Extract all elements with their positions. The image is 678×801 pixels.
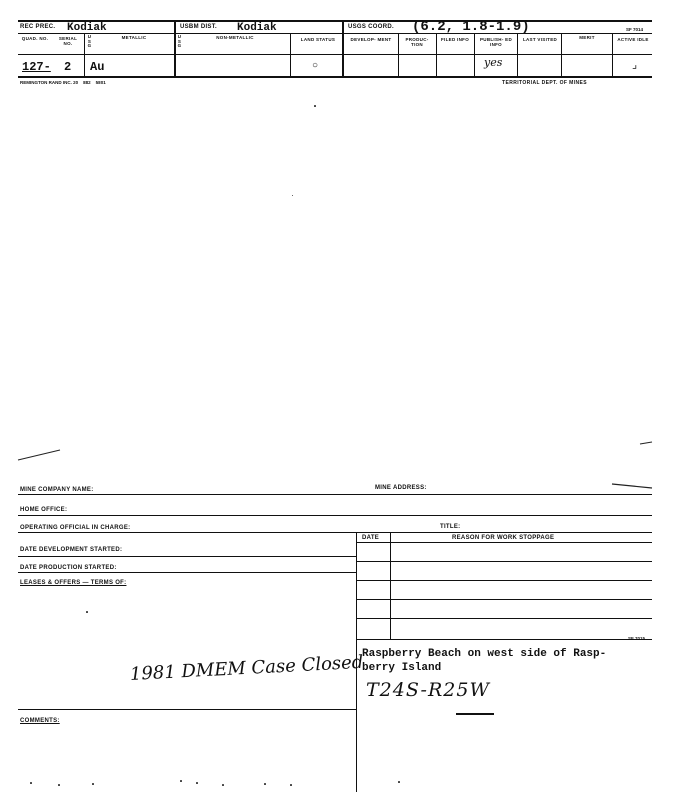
scan-speck xyxy=(58,784,60,786)
scan-speck xyxy=(398,781,400,783)
date-production-label: DATE PRODUCTION STARTED: xyxy=(20,565,117,571)
production-header: PRODUC- TION xyxy=(405,37,429,47)
scan-speck xyxy=(290,784,292,786)
usbm-dist-label: USBM DIST. xyxy=(180,24,218,30)
title-label: TITLE: xyxy=(440,524,461,530)
scan-speck xyxy=(292,195,293,196)
date-development-label: DATE DEVELOPMENT STARTED: xyxy=(20,547,123,553)
township-range: T24S-R25W xyxy=(366,679,490,701)
table-row-rule xyxy=(356,599,652,600)
rec-prec-value: Kodiak xyxy=(67,22,107,34)
quad-no-value: 127- xyxy=(22,60,51,74)
serial-no-header: SERIAL NO. xyxy=(58,36,78,46)
leases-label: LEASES & OFFERS — TERMS OF: xyxy=(20,580,127,586)
table-row-rule xyxy=(356,561,652,562)
mine-company-name-label: MINE COMPANY NAME: xyxy=(20,487,94,493)
divider-filed xyxy=(474,33,475,77)
published-info-header: PUBLISH- ED INFO xyxy=(479,37,513,47)
usgs-coord-label: USGS COORD. xyxy=(348,24,394,30)
scan-speck xyxy=(196,782,198,784)
card-edge xyxy=(0,440,678,490)
land-status-value: ○ xyxy=(312,60,319,71)
scan-speck xyxy=(180,780,182,782)
divider-merit xyxy=(612,33,613,77)
active-idle-header: ACTIVE IDLE xyxy=(617,37,649,42)
scan-speck xyxy=(314,105,316,107)
scan-speck xyxy=(30,782,32,784)
quad-no-header: QUAD. NO. xyxy=(21,36,49,41)
divider-serial xyxy=(84,33,85,77)
active-idle-value: ⌟ xyxy=(632,59,638,71)
land-status-header: LAND STATUS xyxy=(300,37,336,42)
usbm-dist-value: Kodiak xyxy=(237,22,277,34)
date-divider xyxy=(390,532,391,640)
form-number-bottom: SF 7015 xyxy=(628,636,646,641)
rule-dev xyxy=(18,556,356,557)
divider-metallic xyxy=(174,20,176,77)
published-info-value: yes xyxy=(484,56,503,69)
divider-last xyxy=(561,33,562,77)
development-header: DEVELOP- MENT xyxy=(350,37,392,42)
divider-dev xyxy=(398,33,399,77)
publisher-line: REMINGTON RAND INC. 20 882 5801 xyxy=(20,80,106,85)
form-number: SF 7014 xyxy=(626,27,644,32)
divider-pub xyxy=(517,33,518,77)
mine-address-label: MINE ADDRESS: xyxy=(375,485,427,491)
case-closed-note: 1981 DMEM Case Closed xyxy=(129,651,364,685)
territorial-dept: TERRITORIAL DEPT. OF MINES xyxy=(502,80,587,86)
us-right-header: U S G xyxy=(177,34,182,48)
usgs-coord-value: (6.2, 1.8-1.9) xyxy=(412,19,530,35)
serial-no-value: 2 xyxy=(64,60,72,74)
scan-speck xyxy=(86,611,88,613)
rule-company xyxy=(18,494,652,495)
us-left-header: U S G xyxy=(87,34,92,48)
reason-header: REASON FOR WORK STOPPAGE xyxy=(452,535,555,541)
scan-speck xyxy=(264,783,266,785)
last-visited-header: LAST VISITED xyxy=(522,37,558,42)
rec-prec-label: REC PREC. xyxy=(20,24,56,30)
divider-nonmetallic xyxy=(290,33,291,77)
table-row-rule xyxy=(356,618,652,619)
rule-comments xyxy=(18,709,356,710)
scan-speck xyxy=(92,783,94,785)
bottom-rule xyxy=(18,76,652,78)
value-rule xyxy=(18,54,652,55)
operating-official-label: OPERATING OFFICIAL IN CHARGE: xyxy=(20,525,131,531)
divider-prod xyxy=(436,33,437,77)
comments-label: COMMENTS: xyxy=(20,718,60,724)
metallic-header: METALLIC xyxy=(121,35,147,40)
merit-header: MERIT xyxy=(579,35,595,40)
table-header-rule xyxy=(356,542,652,543)
rule-home xyxy=(18,515,652,516)
date-header: DATE xyxy=(362,535,380,541)
non-metallic-header: NON-METALLIC xyxy=(216,35,254,40)
filed-info-header: FILED INFO xyxy=(441,37,469,42)
home-office-label: HOME OFFICE: xyxy=(20,507,68,513)
table-bottom-rule xyxy=(356,639,652,640)
rule-prod xyxy=(18,572,356,573)
rule-official xyxy=(18,532,652,533)
top-rule xyxy=(18,20,652,22)
metallic-value: Au xyxy=(90,60,105,74)
table-row-rule xyxy=(356,580,652,581)
location-note: Raspberry Beach on west side of Rasp- berry Island xyxy=(362,648,607,674)
header-rule xyxy=(18,33,652,34)
divider-land xyxy=(342,20,344,77)
underline-mark xyxy=(456,713,494,715)
scan-speck xyxy=(222,784,224,786)
